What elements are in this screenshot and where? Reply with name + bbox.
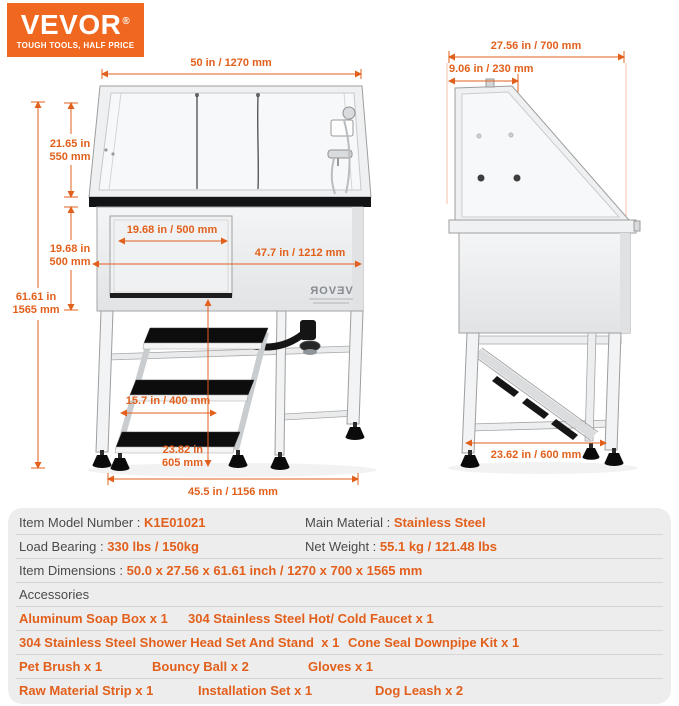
- dim-front-inner-width: 47.7 in / 1212 mm: [254, 247, 346, 259]
- spec-model-label: Item Model Number :: [19, 515, 144, 530]
- spec-row-accessories-3: [8, 655, 671, 679]
- side-view-drawing: [447, 40, 640, 474]
- dim-front-total-height-in: 61.61 in: [15, 291, 57, 303]
- spec-dimensions-value: 50.0 x 27.56 x 61.61 inch / 1270 x 700 x 1565 mm: [126, 563, 423, 578]
- spec-row-accessories-header: [8, 583, 671, 607]
- spec-weight: [305, 535, 497, 559]
- side-tub-body: [449, 220, 640, 333]
- spec-weight-value: 55.1 kg / 121.48 lbs: [379, 539, 497, 554]
- side-splash-guard: [455, 79, 629, 220]
- side-stand-frame: [462, 333, 621, 453]
- accessory-item: Pet Brush x 1: [19, 659, 103, 674]
- accessory-item: Aluminum Soap Box x 1: [19, 611, 168, 626]
- front-stairs: [115, 328, 268, 453]
- spec-load-value: 330 lbs / 150kg: [107, 539, 199, 554]
- front-watermark-group: [309, 285, 353, 297]
- dim-front-step-height-mm: 605 mm: [162, 457, 203, 469]
- accessory-item: Cone Seal Downpipe Kit x 1: [348, 635, 520, 650]
- brand-name: VEVOR: [20, 9, 122, 40]
- spec-panel: [8, 508, 671, 704]
- dim-front-tub-height-in: 19.68 in: [49, 243, 91, 255]
- vevor-mirrored-label: VEVOR: [309, 285, 353, 297]
- dim-front-step-height-in: 23.82 in: [162, 444, 203, 456]
- accessory-item: Installation Set x 1: [198, 683, 313, 698]
- spec-row-dimensions: [8, 559, 671, 583]
- accessories-heading: Accessories: [19, 587, 90, 602]
- dim-side-top-width: 27.56 in / 700 mm: [490, 40, 582, 52]
- dim-front-base-width: 45.5 in / 1156 mm: [188, 486, 278, 498]
- dim-front-upper-height-in: 21.65 in: [49, 138, 91, 150]
- spec-material-label: Main Material :: [305, 515, 394, 530]
- spec-model: [19, 511, 205, 535]
- spec-row-accessories-1: [8, 607, 671, 631]
- accessory-item: Dog Leash x 2: [375, 683, 464, 698]
- dim-front-total-height-mm: 1565 mm: [12, 304, 60, 316]
- dim-front-door-width: 19.68 in / 500 mm: [126, 224, 218, 236]
- spec-dimensions-label: Item Dimensions :: [19, 563, 127, 578]
- leash-cable: [258, 96, 259, 189]
- dim-front-top-width: 50 in / 1270 mm: [190, 57, 272, 69]
- spec-material: [305, 511, 486, 535]
- spec-load-label: Load Bearing :: [19, 539, 108, 554]
- spec-row-accessories-4: [8, 679, 671, 703]
- dim-front-upper-height-mm: 550 mm: [49, 151, 91, 163]
- spec-load: [19, 535, 199, 559]
- spec-row-model-material: [8, 511, 671, 535]
- dim-front-step-width: 15.7 in / 400 mm: [125, 395, 211, 407]
- spec-dimensions: [19, 559, 422, 583]
- spec-material-value: Stainless Steel: [393, 515, 486, 530]
- dim-side-base-depth: 23.62 in / 600 mm: [490, 449, 582, 461]
- spec-row-accessories-2: [8, 631, 671, 655]
- dim-front-tub-height-mm: 500 mm: [49, 256, 91, 268]
- accessory-item: Bouncy Ball x 2: [152, 659, 249, 674]
- front-tub-rim: [89, 197, 371, 207]
- registered-mark: ®: [122, 16, 131, 27]
- spec-weight-label: Net Weight :: [305, 539, 380, 554]
- accessory-item: 304 Stainless Steel Hot/ Cold Faucet x 1: [188, 611, 434, 626]
- accessory-item: 304 Stainless Steel Shower Head Set And Stand x 1: [19, 635, 340, 650]
- front-splash-guard: [89, 86, 371, 197]
- spec-model-value: K1E01021: [144, 515, 206, 530]
- spec-row-load-weight: [8, 535, 671, 559]
- front-view-drawing: [12, 57, 377, 498]
- accessory-item: Gloves x 1: [308, 659, 374, 674]
- dim-side-top-offset: 9.06 in / 230 mm: [449, 63, 534, 75]
- brand-tagline: TOUGH TOOLS, HALF PRICE: [16, 41, 135, 50]
- accessory-item: Raw Material Strip x 1: [19, 683, 154, 698]
